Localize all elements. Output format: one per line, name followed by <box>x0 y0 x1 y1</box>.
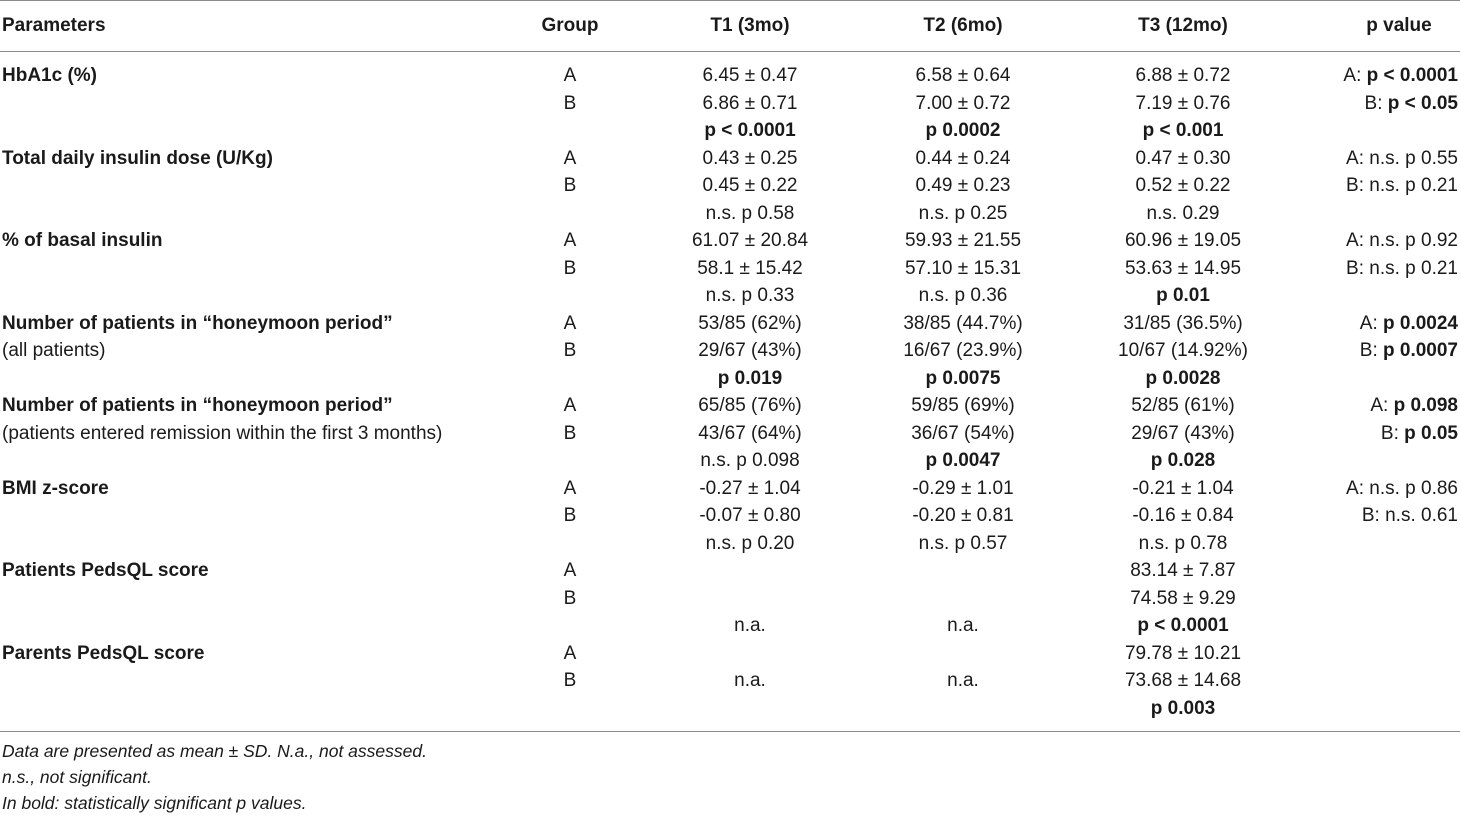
p-value-cell <box>1346 172 1458 200</box>
header-bottom-rule <box>0 51 1460 52</box>
footnote: n.s., not significant. <box>2 767 152 787</box>
t3-cell: 10/67 (14.92%) <box>1118 340 1248 361</box>
t1-cell: p < 0.0001 <box>704 120 796 141</box>
t2-cell: 16/67 (23.9%) <box>903 340 1023 361</box>
group-cell: B <box>563 340 577 361</box>
table-row <box>0 695 1460 723</box>
p-value-cell <box>1346 255 1458 283</box>
p-value-group-prefix: B: <box>1346 257 1370 279</box>
t1-cell: 6.86 ± 0.71 <box>702 92 798 114</box>
t3-cell: 7.19 ± 0.76 <box>1135 92 1231 114</box>
parameter-cell: HbA1c (%) <box>2 65 98 86</box>
t2-cell: n.a. <box>947 615 979 636</box>
p-value-cell <box>1360 310 1458 338</box>
table-row <box>0 310 1460 338</box>
group-cell: B <box>563 422 577 444</box>
parameter-cell: Patients PedsQL score <box>2 560 209 581</box>
p-value-group-prefix: A: <box>1346 147 1370 169</box>
p-value-text: p 0.098 <box>1393 395 1458 416</box>
t3-cell: p 0.028 <box>1150 450 1216 471</box>
t2-cell: -0.29 ± 1.01 <box>912 477 1014 499</box>
t3-cell: p < 0.001 <box>1142 120 1224 141</box>
table-row <box>0 145 1460 173</box>
t1-cell: 53/85 (62%) <box>698 312 802 334</box>
parameter-cell: Parents PedsQL score <box>2 642 205 664</box>
parameter-cell: Total daily insulin dose (U/Kg) <box>2 147 273 169</box>
table-row <box>0 557 1460 585</box>
p-value-text: p 0.0024 <box>1383 312 1458 334</box>
t1-cell: -0.07 ± 0.80 <box>699 505 801 526</box>
p-value-cell <box>1362 502 1458 530</box>
t2-cell: 59.93 ± 21.55 <box>904 230 1022 251</box>
t1-cell: n.s. p 0.58 <box>705 202 795 224</box>
footnote: Data are presented as mean ± SD. N.a., not assessed. <box>2 741 427 761</box>
p-value-text: n.s. p 0.55 <box>1369 147 1458 169</box>
t1-cell: 61.07 ± 20.84 <box>691 230 809 251</box>
group-cell: B <box>563 257 577 279</box>
t2-cell: p 0.0002 <box>925 120 1001 141</box>
t3-cell: 74.58 ± 9.29 <box>1130 587 1236 609</box>
t2-cell: 7.00 ± 0.72 <box>915 92 1011 114</box>
group-cell: B <box>563 505 577 526</box>
p-value-group-prefix: B: <box>1380 422 1405 444</box>
group-cell: A <box>563 477 577 499</box>
t1-cell: 29/67 (43%) <box>698 340 802 361</box>
p-value-text: n.s. 0.61 <box>1385 505 1458 526</box>
group-cell: A <box>563 147 577 169</box>
p-value-cell <box>1346 145 1458 173</box>
t2-cell: 38/85 (44.7%) <box>903 312 1023 334</box>
p-value-text: p < 0.05 <box>1387 92 1458 114</box>
t1-cell: 43/67 (64%) <box>698 422 802 444</box>
table-row <box>0 200 1460 228</box>
t2-cell: n.s. p 0.36 <box>918 285 1008 306</box>
parameter-cell: Number of patients in “honeymoon period” <box>2 312 393 334</box>
group-cell: B <box>563 92 577 114</box>
p-value-group-prefix: A: <box>1359 312 1383 334</box>
t3-cell: 83.14 ± 7.87 <box>1130 560 1236 581</box>
t2-cell: n.a. <box>947 670 979 691</box>
p-value-cell <box>1370 392 1458 420</box>
p-value-group-prefix: A: <box>1346 230 1370 251</box>
p-value-cell <box>1365 90 1458 118</box>
t3-cell: 31/85 (36.5%) <box>1123 312 1243 334</box>
p-value-text: n.s. p 0.86 <box>1369 477 1458 499</box>
t2-cell: p 0.0075 <box>925 367 1001 389</box>
group-cell: B <box>563 587 577 609</box>
p-value-text: p 0.0007 <box>1383 340 1458 361</box>
t3-cell: -0.16 ± 0.84 <box>1132 505 1234 526</box>
group-cell: A <box>563 312 577 334</box>
table-row <box>0 255 1460 283</box>
table-row <box>0 337 1460 365</box>
t3-cell: 6.88 ± 0.72 <box>1135 65 1231 86</box>
t3-cell: p 0.003 <box>1150 697 1216 719</box>
table-row <box>0 392 1460 420</box>
t3-cell: 73.68 ± 14.68 <box>1124 670 1242 691</box>
table-row <box>0 667 1460 695</box>
t1-cell: n.s. p 0.33 <box>705 285 795 306</box>
parameter-cell: (all patients) <box>2 340 106 361</box>
p-value-cell <box>1381 420 1458 448</box>
group-cell: A <box>563 560 577 581</box>
t1-cell: n.a. <box>734 670 766 691</box>
p-value-cell <box>1346 475 1458 503</box>
group-cell: B <box>563 175 577 196</box>
footnote: In bold: statistically significant p values. <box>2 793 307 813</box>
t3-cell: 79.78 ± 10.21 <box>1124 642 1242 664</box>
t1-cell: p 0.019 <box>717 367 783 389</box>
table-row <box>0 447 1460 475</box>
t1-cell: n.a. <box>734 615 766 636</box>
table-row <box>0 612 1460 640</box>
p-value-text: n.s. p 0.21 <box>1369 257 1458 279</box>
table-bottom-rule <box>0 731 1460 732</box>
table-row <box>0 502 1460 530</box>
header-p-value: p value <box>1366 15 1432 36</box>
p-value-group-prefix: A: <box>1343 65 1367 86</box>
t1-cell: n.s. p 0.098 <box>700 450 800 471</box>
p-value-text: p < 0.0001 <box>1366 65 1458 86</box>
t3-cell: 53.63 ± 14.95 <box>1124 257 1242 279</box>
t2-cell: 36/67 (54%) <box>911 422 1015 444</box>
t2-cell: -0.20 ± 0.81 <box>912 505 1014 526</box>
group-cell: A <box>563 230 577 251</box>
p-value-group-prefix: B: <box>1346 175 1370 196</box>
t3-cell: p 0.0028 <box>1145 367 1221 389</box>
p-value-group-prefix: A: <box>1346 477 1370 499</box>
p-value-cell <box>1346 227 1458 255</box>
t2-cell: n.s. p 0.25 <box>918 202 1008 224</box>
p-value-group-prefix: B: <box>1361 505 1386 526</box>
t2-cell: 0.49 ± 0.23 <box>915 175 1011 196</box>
t1-cell: 58.1 ± 15.42 <box>697 257 803 279</box>
table-row <box>0 475 1460 503</box>
t3-cell: -0.21 ± 1.04 <box>1132 477 1234 499</box>
table-row <box>0 227 1460 255</box>
t3-cell: 0.52 ± 0.22 <box>1135 175 1231 196</box>
header-parameters: Parameters <box>2 15 106 36</box>
p-value-group-prefix: A: <box>1370 395 1394 416</box>
t3-cell: 0.47 ± 0.30 <box>1135 147 1231 169</box>
t1-cell: 0.43 ± 0.25 <box>702 147 798 169</box>
table-row <box>0 585 1460 613</box>
p-value-text: p 0.05 <box>1404 422 1458 444</box>
t2-cell: 57.10 ± 15.31 <box>904 257 1022 279</box>
p-value-group-prefix: B: <box>1364 92 1388 114</box>
group-cell: A <box>563 65 577 86</box>
table-row <box>0 282 1460 310</box>
table-row <box>0 420 1460 448</box>
p-value-text: n.s. p 0.21 <box>1369 175 1458 196</box>
table-top-rule <box>0 0 1460 1</box>
group-cell: A <box>563 642 577 664</box>
table-row <box>0 62 1460 90</box>
group-cell: A <box>563 395 577 416</box>
t3-cell: p 0.01 <box>1156 285 1210 306</box>
t2-cell: 0.44 ± 0.24 <box>915 147 1011 169</box>
parameter-cell: (patients entered remission within the first 3 months) <box>2 422 443 444</box>
t3-cell: p < 0.0001 <box>1137 615 1229 636</box>
p-value-text: n.s. p 0.92 <box>1369 230 1458 251</box>
table-row <box>0 172 1460 200</box>
table-footnotes <box>2 738 427 816</box>
table-row <box>0 90 1460 118</box>
parameter-cell: % of basal insulin <box>2 230 163 251</box>
parameter-cell: Number of patients in “honeymoon period” <box>2 395 393 416</box>
parameter-cell: BMI z-score <box>2 477 109 499</box>
table-row <box>0 530 1460 558</box>
t1-cell: 6.45 ± 0.47 <box>702 65 798 86</box>
header-t3: T3 (12mo) <box>1138 15 1228 36</box>
group-cell: B <box>563 670 577 691</box>
table-row <box>0 117 1460 145</box>
table-row <box>0 640 1460 668</box>
t2-cell: n.s. p 0.57 <box>918 532 1008 554</box>
p-value-cell <box>1360 337 1458 365</box>
t3-cell: n.s. p 0.78 <box>1138 532 1228 554</box>
table-row <box>0 365 1460 393</box>
t3-cell: n.s. 0.29 <box>1146 202 1220 224</box>
t3-cell: 52/85 (61%) <box>1131 395 1235 416</box>
header-group: Group <box>541 15 599 36</box>
t2-cell: 59/85 (69%) <box>911 395 1015 416</box>
t3-cell: 29/67 (43%) <box>1131 422 1235 444</box>
t1-cell: -0.27 ± 1.04 <box>699 477 801 499</box>
header-t2: T2 (6mo) <box>923 15 1003 36</box>
t3-cell: 60.96 ± 19.05 <box>1124 230 1242 251</box>
p-value-group-prefix: B: <box>1359 340 1383 361</box>
t2-cell: 6.58 ± 0.64 <box>915 65 1011 86</box>
p-value-cell <box>1343 62 1458 90</box>
t2-cell: p 0.0047 <box>925 450 1001 471</box>
header-t1: T1 (3mo) <box>710 15 790 36</box>
t1-cell: n.s. p 0.20 <box>705 532 795 554</box>
t1-cell: 65/85 (76%) <box>698 395 802 416</box>
t1-cell: 0.45 ± 0.22 <box>702 175 798 196</box>
